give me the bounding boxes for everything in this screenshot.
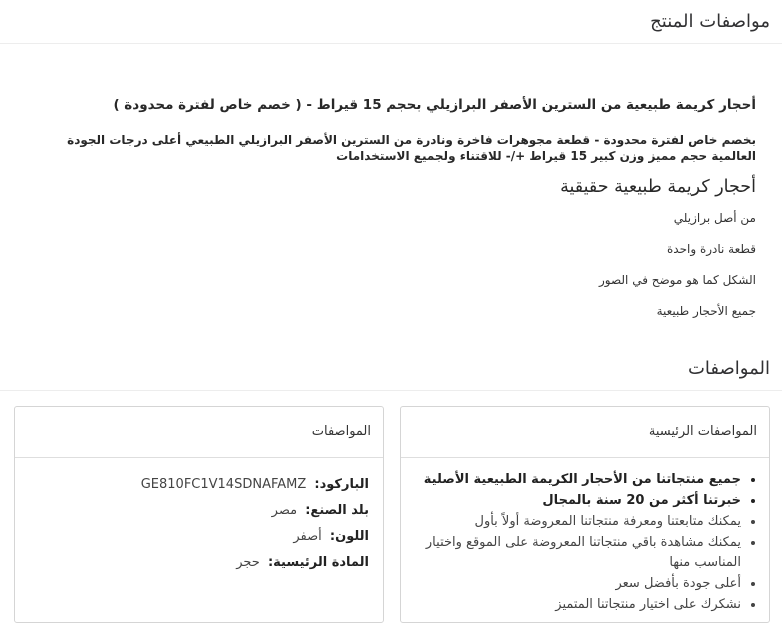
list-item: • نشكرك على اختيار منتجاتنا المتميز [411,595,741,615]
product-heading: أحجار كريمة طبيعية حقيقية [560,177,756,197]
list-item: قطعة نادرة واحدة [667,242,756,256]
specs-card-title: المواصفات [15,407,383,458]
list-item: • أعلى جودة بأفضل سعر [411,574,741,594]
spec-row-country [25,498,369,524]
specifications-header: المواصفات [0,347,782,391]
list-item: • جميع منتجاتنا من الأحجار الكريمة الطبيعية الأصلية [411,470,741,490]
main-specs-card-title: المواصفات الرئيسية [401,407,769,458]
feature-list [44,210,756,319]
list-item: الشكل كما هو موضح في الصور [598,273,756,287]
spec-key: اللون: [329,529,369,544]
spec-key: بلد الصنع: [305,503,369,518]
product-title: أحجار كريمة طبيعية من السترين الأصفر البرازيلي بحجم 15 قيراط - ( خصم خاص لفترة محدودة ) [113,97,756,113]
spec-value: GE810FC1V14SDNAFAMZ [140,477,307,492]
product-subtitle: بخصم خاص لفترة محدودة - قطعة مجوهرات فاخرة ونادرة من السترين الأصفر البرازيلي الطبيعي أعلى درجات الجودة العالمية حجم مميز وزن كبير 15 قيراط +/- للاقتناء ولجميع الاستخدامات [67,133,756,163]
spec-row-material [25,550,369,576]
spec-row-color [25,524,369,550]
spec-value: حجر [236,555,260,570]
specs-rows [15,458,383,576]
spec-row-barcode [25,472,369,498]
main-specs-list [401,458,769,615]
specs-card [14,406,384,623]
spec-value: أصفر [293,529,322,544]
spec-key: الباركود: [314,477,369,492]
list-item: • يمكنك متابعتنا ومعرفة منتجاتنا المعروضة أولاً بأول [411,512,741,532]
list-item: من أصل برازيلي [673,211,756,225]
product-description-header: مواصفات المنتج [0,0,782,44]
spec-key: المادة الرئيسية: [267,555,369,570]
list-item: • يمكنك مشاهدة باقي منتجاتنا المعروضة على الموقع واختيار المناسب منها [411,533,741,573]
product-description-body [44,94,756,334]
spec-value: مصر [271,503,298,518]
main-specs-card [400,406,770,623]
list-item: جميع الأحجار طبيعية [656,304,756,318]
list-item: • خبرتنا أكثر من 20 سنة بالمجال [411,491,741,511]
